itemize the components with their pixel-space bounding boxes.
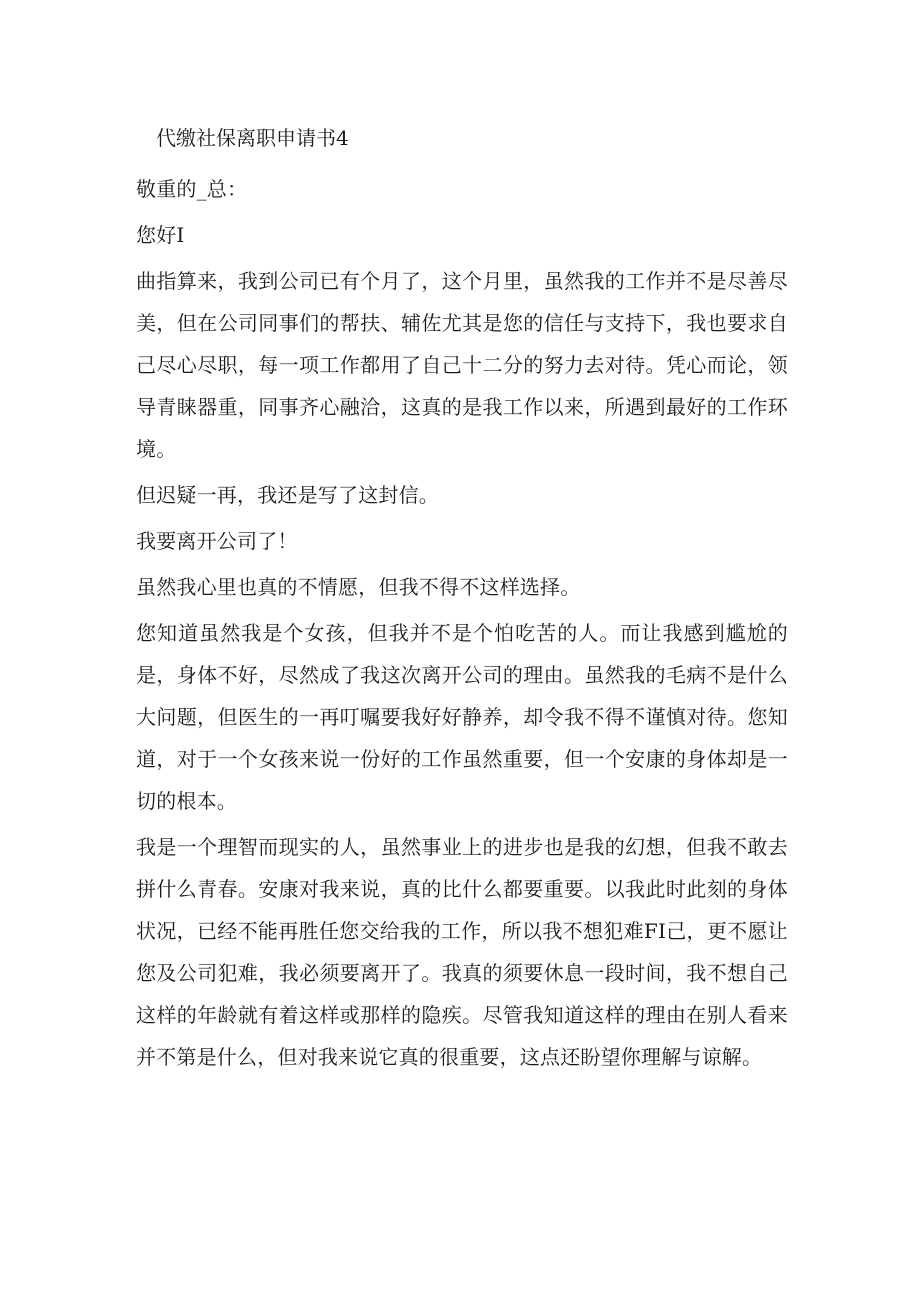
paragraph: 您知道虽然我是个女孩，但我并不是个怕吃苦的人。而让我感到尴尬的是，身体不好，尽然成了我这次离开公司的理由。虽然我的毛病不是什么大问题，但医生的一再叮嘱要我好好静养，却令我不得不谨慎对待。您知道，对于一个女孩来说一份好的工作虽然重要，但一个安康的身体却是一切的根本。 xyxy=(136,621,788,813)
paragraph: 但迟疑一再，我还是写了这封信。 xyxy=(136,483,439,507)
paragraph: 虽然我心里也真的不情愿，但我不得不这样选择。 xyxy=(136,575,581,599)
paragraph: 曲指算来，我到公司已有个月了，这个月里，虽然我的工作并不是尽善尽美，但在公司同事们的帮扶、辅佐尤其是您的信任与支持下，我也要求自己尽心尽职，每一项工作都用了自己十二分的努力去对待。凭心而论，领导青睐器重，同事齐心融洽，这真的是我工作以来，所遇到最好的工作环境。 xyxy=(136,269,788,461)
paragraph: 我是一个理智而现实的人，虽然事业上的进步也是我的幻想，但我不敢去拼什么青春。安康对我来说，真的比什么都要重要。以我此时此刻的身体状况，已经不能再胜任您交给我的工作，所以我不想犯难FI己，更不愿让您及公司犯难，我必须要离开了。我真的须要休息一段时间，我不想自己这样的年龄就有着这样或那样的隐疾。尽管我知道这样的理由在别人看来并不第是什么，但对我来说它真的很重要，这点还盼望你理解与谅解。 xyxy=(136,835,788,1069)
document-title: 代缴社保离职申请书4 xyxy=(156,126,349,150)
salutation: 敬重的_总： xyxy=(136,177,248,201)
greeting: 您好I xyxy=(136,223,185,247)
document-body xyxy=(136,168,788,1082)
paragraph: 我要离开公司了！ xyxy=(136,529,298,553)
